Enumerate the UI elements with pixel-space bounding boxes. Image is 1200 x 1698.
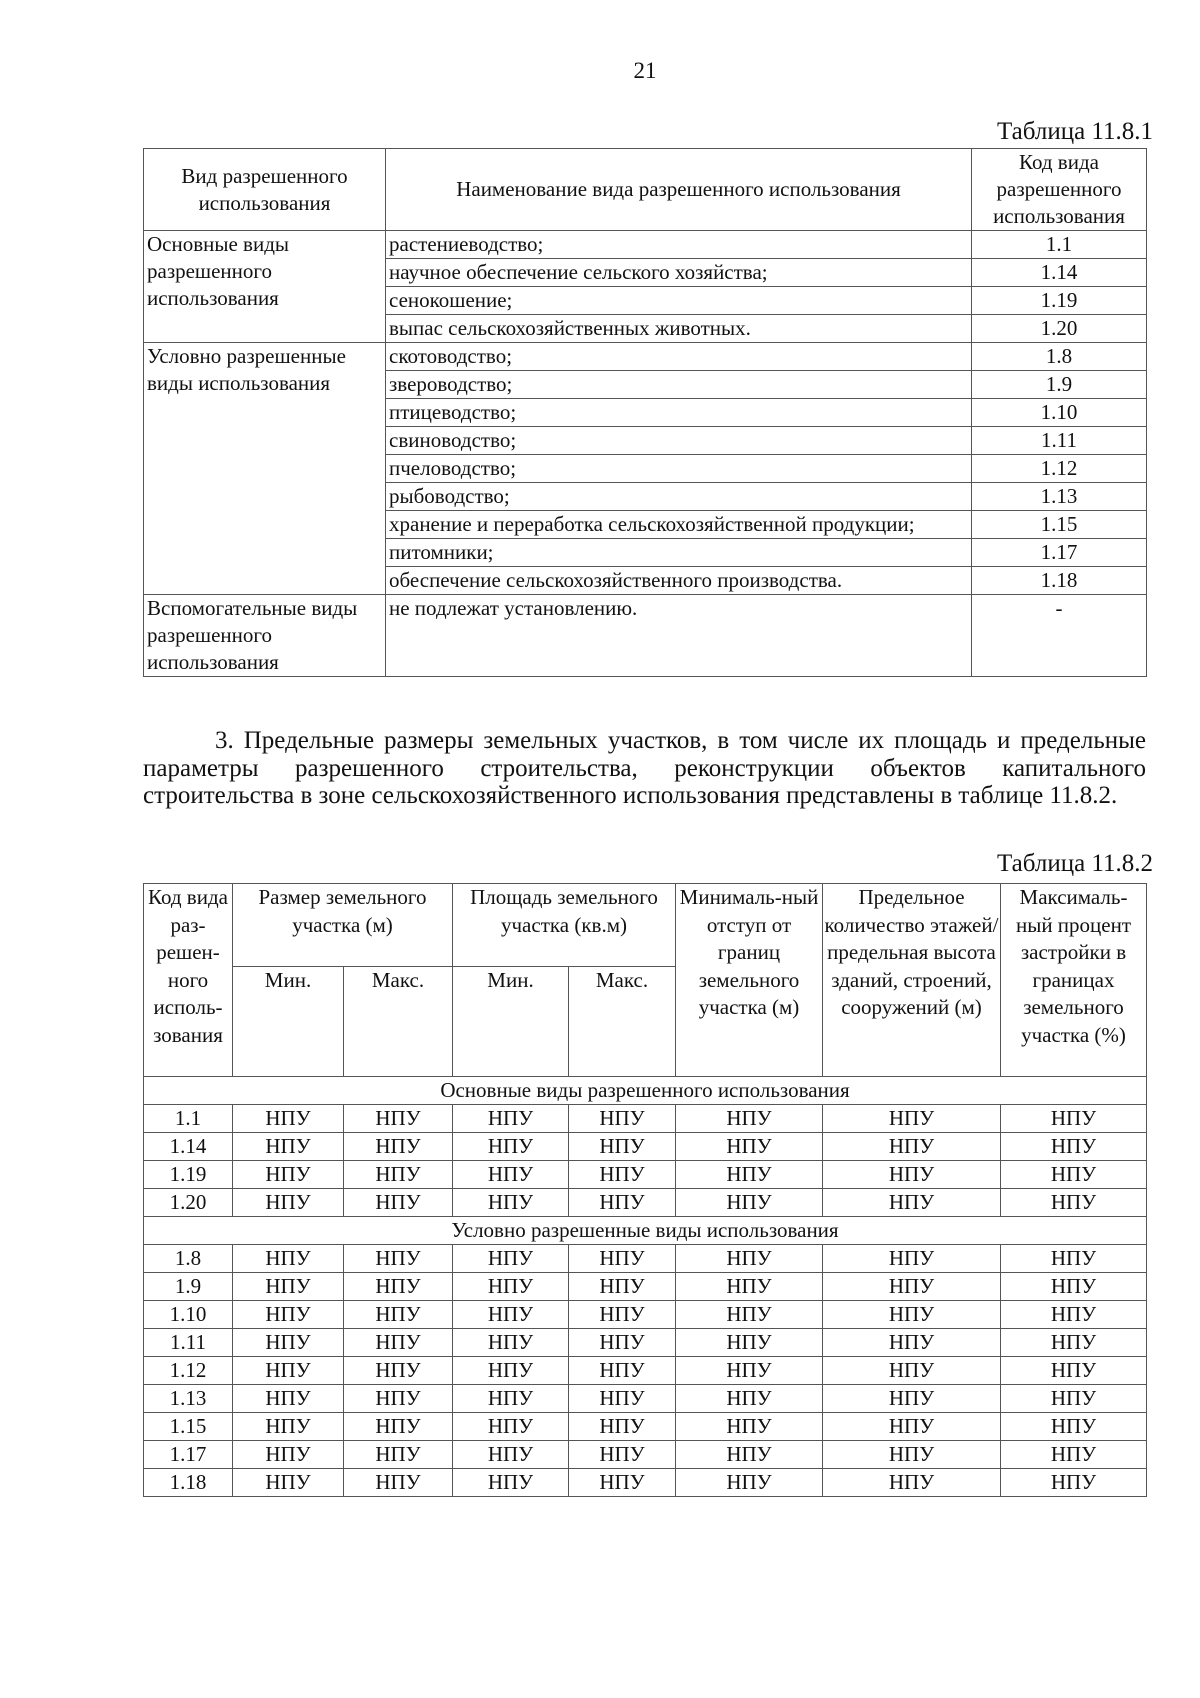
table-row: [144, 1413, 1147, 1441]
paragraph: [143, 727, 1146, 810]
value-cell: НПУ: [676, 1105, 823, 1133]
column-header: Код вида разрешенного использования: [972, 149, 1147, 231]
code-cell: 1.19: [144, 1161, 233, 1189]
value-cell: НПУ: [569, 1301, 676, 1329]
value-cell: НПУ: [1001, 1273, 1147, 1301]
value-cell: НПУ: [233, 1329, 344, 1357]
use-name-cell: хранение и переработка сельскохозяйственной продукции;: [386, 511, 972, 539]
group-title-cell: Вспомогательные виды разрешенного использования: [144, 595, 386, 677]
use-name-cell: обеспечение сельскохозяйственного производства.: [386, 567, 972, 595]
value-cell: НПУ: [823, 1329, 1001, 1357]
value-cell: НПУ: [1001, 1441, 1147, 1469]
use-code-cell: 1.15: [972, 511, 1147, 539]
value-cell: НПУ: [823, 1133, 1001, 1161]
column-header: Код вида раз-решен-ного исполь-зования: [144, 884, 233, 1077]
value-cell: НПУ: [676, 1441, 823, 1469]
value-cell: НПУ: [569, 1133, 676, 1161]
code-cell: 1.13: [144, 1385, 233, 1413]
value-cell: НПУ: [569, 1105, 676, 1133]
code-cell: 1.14: [144, 1133, 233, 1161]
value-cell: НПУ: [233, 1469, 344, 1497]
table-row: [144, 1357, 1147, 1385]
value-cell: НПУ: [676, 1189, 823, 1217]
paragraph-text: 3. Предельные размеры земельных участков, в том числе их площадь и предельные параметры разрешенного строительства, реконструкции объектов капитального строительства в зоне сельскохозяйственного использования представлены в таблице 11.8.2.: [143, 727, 1146, 809]
value-cell: НПУ: [823, 1441, 1001, 1469]
use-code-cell: 1.13: [972, 483, 1147, 511]
value-cell: НПУ: [1001, 1161, 1147, 1189]
value-cell: НПУ: [1001, 1133, 1147, 1161]
land-plot-parameters-table: [143, 883, 1147, 1497]
value-cell: НПУ: [344, 1133, 453, 1161]
value-cell: НПУ: [344, 1357, 453, 1385]
table-row: [144, 1301, 1147, 1329]
value-cell: НПУ: [676, 1385, 823, 1413]
section-title-cell: Условно разрешенные виды использования: [144, 1217, 1147, 1245]
value-cell: НПУ: [823, 1385, 1001, 1413]
value-cell: НПУ: [569, 1329, 676, 1357]
value-cell: НПУ: [1001, 1301, 1147, 1329]
use-name-cell: растениеводство;: [386, 231, 972, 259]
value-cell: НПУ: [569, 1189, 676, 1217]
value-cell: НПУ: [233, 1105, 344, 1133]
value-cell: НПУ: [233, 1385, 344, 1413]
column-header: Максималь-ный процент застройки в границах земельного участка (%): [1001, 884, 1147, 1077]
value-cell: НПУ: [676, 1413, 823, 1441]
value-cell: НПУ: [823, 1161, 1001, 1189]
use-name-cell: пчеловодство;: [386, 455, 972, 483]
value-cell: НПУ: [569, 1357, 676, 1385]
use-code-cell: 1.10: [972, 399, 1147, 427]
value-cell: НПУ: [344, 1441, 453, 1469]
value-cell: НПУ: [569, 1273, 676, 1301]
table-row: [144, 1273, 1147, 1301]
value-cell: НПУ: [233, 1273, 344, 1301]
use-name-cell: питомники;: [386, 539, 972, 567]
value-cell: НПУ: [1001, 1329, 1147, 1357]
column-header: Вид разрешенного использования: [144, 149, 386, 231]
value-cell: НПУ: [823, 1189, 1001, 1217]
column-header: Мин.: [233, 967, 344, 1077]
value-cell: НПУ: [676, 1329, 823, 1357]
use-code-cell: 1.14: [972, 259, 1147, 287]
value-cell: НПУ: [823, 1273, 1001, 1301]
group-title-cell: Условно разрешенные виды использования: [144, 343, 386, 595]
value-cell: НПУ: [1001, 1245, 1147, 1273]
value-cell: НПУ: [453, 1385, 569, 1413]
code-cell: 1.12: [144, 1357, 233, 1385]
table-row: [144, 1441, 1147, 1469]
value-cell: НПУ: [344, 1161, 453, 1189]
land-use-types-table: [143, 148, 1147, 677]
value-cell: НПУ: [1001, 1189, 1147, 1217]
value-cell: НПУ: [569, 1161, 676, 1189]
code-cell: 1.15: [144, 1413, 233, 1441]
table-caption: Таблица 11.8.1: [997, 118, 1153, 145]
value-cell: НПУ: [569, 1413, 676, 1441]
value-cell: НПУ: [453, 1189, 569, 1217]
table-row: [144, 1189, 1147, 1217]
value-cell: НПУ: [453, 1301, 569, 1329]
value-cell: НПУ: [233, 1133, 344, 1161]
value-cell: НПУ: [453, 1413, 569, 1441]
use-name-cell: сенокошение;: [386, 287, 972, 315]
value-cell: НПУ: [1001, 1105, 1147, 1133]
value-cell: НПУ: [676, 1357, 823, 1385]
value-cell: НПУ: [823, 1105, 1001, 1133]
use-code-cell: 1.9: [972, 371, 1147, 399]
table-row: [144, 1105, 1147, 1133]
table-row: [144, 1469, 1147, 1497]
use-code-cell: 1.19: [972, 287, 1147, 315]
value-cell: НПУ: [569, 1385, 676, 1413]
value-cell: НПУ: [569, 1469, 676, 1497]
table-caption: Таблица 11.8.2: [997, 850, 1153, 877]
value-cell: НПУ: [453, 1161, 569, 1189]
use-name-cell: звероводство;: [386, 371, 972, 399]
value-cell: НПУ: [1001, 1385, 1147, 1413]
value-cell: НПУ: [344, 1189, 453, 1217]
use-code-cell: 1.20: [972, 315, 1147, 343]
value-cell: НПУ: [233, 1301, 344, 1329]
section-row: [144, 1077, 1147, 1105]
use-code-cell: 1.8: [972, 343, 1147, 371]
page-number: 21: [633, 58, 657, 83]
value-cell: НПУ: [676, 1273, 823, 1301]
table-row: [144, 1161, 1147, 1189]
value-cell: НПУ: [569, 1245, 676, 1273]
value-cell: НПУ: [233, 1413, 344, 1441]
use-name-cell: свиноводство;: [386, 427, 972, 455]
value-cell: НПУ: [569, 1441, 676, 1469]
table-row: [144, 231, 1147, 259]
column-header: Площадь земельного участка (кв.м): [453, 884, 676, 967]
code-cell: 1.8: [144, 1245, 233, 1273]
use-code-cell: 1.12: [972, 455, 1147, 483]
value-cell: НПУ: [344, 1301, 453, 1329]
use-code-cell: -: [972, 595, 1147, 677]
column-header: Размер земельного участка (м): [233, 884, 453, 967]
value-cell: НПУ: [233, 1245, 344, 1273]
code-cell: 1.11: [144, 1329, 233, 1357]
value-cell: НПУ: [233, 1441, 344, 1469]
use-name-cell: не подлежат установлению.: [386, 595, 972, 677]
value-cell: НПУ: [676, 1301, 823, 1329]
column-header: Макс.: [569, 967, 676, 1077]
value-cell: НПУ: [676, 1245, 823, 1273]
use-code-cell: 1.11: [972, 427, 1147, 455]
value-cell: НПУ: [453, 1105, 569, 1133]
value-cell: НПУ: [453, 1441, 569, 1469]
column-header: Мин.: [453, 967, 569, 1077]
value-cell: НПУ: [233, 1357, 344, 1385]
value-cell: НПУ: [676, 1469, 823, 1497]
value-cell: НПУ: [823, 1245, 1001, 1273]
value-cell: НПУ: [344, 1413, 453, 1441]
value-cell: НПУ: [453, 1329, 569, 1357]
value-cell: НПУ: [676, 1133, 823, 1161]
use-name-cell: птицеводство;: [386, 399, 972, 427]
value-cell: НПУ: [344, 1245, 453, 1273]
use-code-cell: 1.18: [972, 567, 1147, 595]
group-title-cell: Основные виды разрешенного использования: [144, 231, 386, 343]
value-cell: НПУ: [676, 1161, 823, 1189]
column-header: Наименование вида разрешенного использования: [386, 149, 972, 231]
use-name-cell: выпас сельскохозяйственных животных.: [386, 315, 972, 343]
value-cell: НПУ: [453, 1133, 569, 1161]
code-cell: 1.9: [144, 1273, 233, 1301]
table-row: [144, 1385, 1147, 1413]
table-row: [144, 1133, 1147, 1161]
table-row: [144, 1329, 1147, 1357]
value-cell: НПУ: [453, 1357, 569, 1385]
code-cell: 1.20: [144, 1189, 233, 1217]
use-name-cell: скотоводство;: [386, 343, 972, 371]
column-header: Минималь-ный отступ от границ земельного участка (м): [676, 884, 823, 1077]
value-cell: НПУ: [233, 1161, 344, 1189]
section-row: [144, 1217, 1147, 1245]
code-cell: 1.10: [144, 1301, 233, 1329]
section-title-cell: Основные виды разрешенного использования: [144, 1077, 1147, 1105]
value-cell: НПУ: [823, 1413, 1001, 1441]
value-cell: НПУ: [823, 1301, 1001, 1329]
value-cell: НПУ: [233, 1189, 344, 1217]
value-cell: НПУ: [823, 1357, 1001, 1385]
use-name-cell: рыбоводство;: [386, 483, 972, 511]
value-cell: НПУ: [1001, 1469, 1147, 1497]
value-cell: НПУ: [344, 1385, 453, 1413]
use-code-cell: 1.17: [972, 539, 1147, 567]
value-cell: НПУ: [344, 1273, 453, 1301]
value-cell: НПУ: [344, 1105, 453, 1133]
value-cell: НПУ: [823, 1469, 1001, 1497]
value-cell: НПУ: [453, 1273, 569, 1301]
value-cell: НПУ: [344, 1469, 453, 1497]
column-header: Макс.: [344, 967, 453, 1077]
table-row: [144, 1245, 1147, 1273]
use-name-cell: научное обеспечение сельского хозяйства;: [386, 259, 972, 287]
value-cell: НПУ: [344, 1329, 453, 1357]
value-cell: НПУ: [453, 1245, 569, 1273]
code-cell: 1.17: [144, 1441, 233, 1469]
value-cell: НПУ: [453, 1469, 569, 1497]
value-cell: НПУ: [1001, 1357, 1147, 1385]
code-cell: 1.18: [144, 1469, 233, 1497]
code-cell: 1.1: [144, 1105, 233, 1133]
table-row: [144, 343, 1147, 371]
column-header: Предельное количество этажей/ предельная высота зданий, строений, сооружений (м): [823, 884, 1001, 1077]
use-code-cell: 1.1: [972, 231, 1147, 259]
table-row: [144, 595, 1147, 677]
value-cell: НПУ: [1001, 1413, 1147, 1441]
